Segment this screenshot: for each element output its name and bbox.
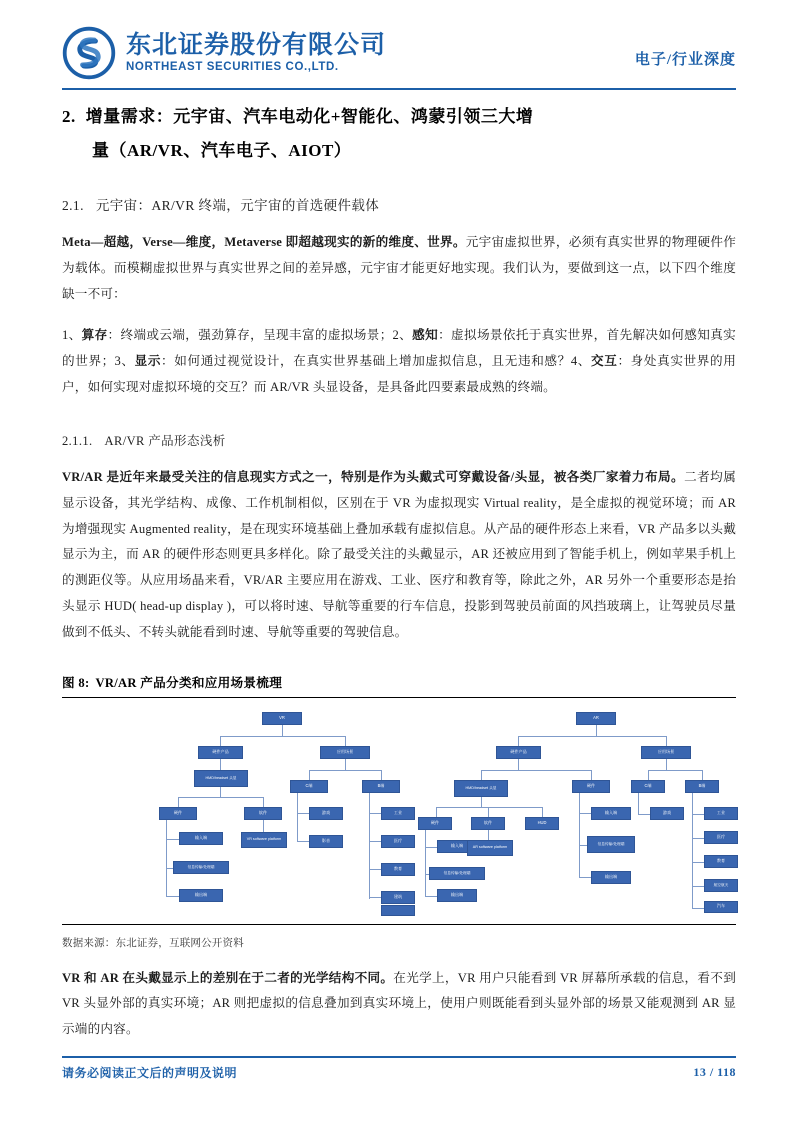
vr-c-rail [297,793,298,841]
ar-hud-input: 输入端 [591,807,631,820]
ar-b-education: 教育 [704,855,738,868]
section-number: 2. [62,107,76,126]
company-name-cn: 东北证券股份有限公司 [126,30,387,59]
vr-b2-lead [369,841,381,842]
p2-t4: ：如何通过视觉设计，在真实世界基础上增加虚拟信息，且无违和感？4、 [161,354,591,369]
ar-root-node: AR [576,712,616,725]
subsection-title: 元宇宙：AR/VR 终端，元宇宙的首选硬件载体 [95,198,380,213]
subsubsection-heading [62,431,736,449]
paragraph-1-rest: 元宇宙虚拟世界，必须有真实世界的物理硬件作为载体。而模糊虚拟世界与真实世界之间的差异感，元宇宙才能更好地实现。我们认为，要做到这一点，以下四个维度缺一不可： [62,235,737,301]
vr-hmd-hardware: 硬件 [159,807,197,820]
vr-app-stem [345,736,346,746]
figure-container [62,697,736,925]
ar-hw-c3-lead [425,896,437,897]
vr-app-bar [309,770,381,771]
ar-hw-c1-lead [425,847,437,848]
vr-b-medical: 医疗 [381,835,415,848]
ar-hmd-hud: HUD [525,817,559,830]
p2-t1: 1、 [62,328,82,343]
ar-b-industry: 工业 [704,807,738,820]
page-number: 13 / 118 [693,1065,736,1079]
ar-b5-lead [692,908,704,909]
paragraph-4 [62,966,736,1043]
ar-hardware-branch: 硬件产品 [496,746,541,759]
ar-b-rail [692,793,693,909]
vr-ar-tree-diagram [66,708,732,916]
header-divider [62,88,736,90]
paragraph-2 [62,323,736,400]
ar-b-aerospace: 航空航天 [704,879,738,892]
paragraph-3 [62,465,736,646]
paragraph-1-bold: Meta—超越，Verse—维度，Metaverse 即超越现实的新的维度、世界。 [62,235,466,249]
ar-app-stem [666,736,667,746]
ar-hmd-node: HMD/headset 头显 [454,780,508,797]
vr-b-end: B端 [362,780,400,793]
ar-hud-stem [591,770,592,780]
ar-hmd-hw-stem [436,807,437,817]
vr-hw-c3-lead [166,896,179,897]
figure-index: 图 8: [62,675,90,690]
vr-hardware-branch: 硬件产品 [198,746,243,759]
subsection-number: 2.1. [62,198,84,213]
subsubsection-title: AR/VR 产品形态浅析 [104,433,226,448]
ar-hmd-sw-stem [488,807,489,817]
vr-b1-lead [369,813,381,814]
ar-hmd-stem [481,770,482,780]
vr-application-branch: 应用场景 [320,746,370,759]
ar-app-bar [648,770,702,771]
page-footer [62,1056,736,1081]
ar-software-platform: AR software platform [467,840,513,856]
ar-b-end: B端 [685,780,719,793]
vr-b-stem [381,770,382,780]
vr-b-extra [381,905,415,916]
ar-c-end: C端 [631,780,665,793]
vr-root-node: VR [262,712,302,725]
vr-b4-lead [369,897,381,898]
ar-application-branch: 应用场景 [641,746,691,759]
ar-hw-to-split [518,759,519,770]
p2-b2: 感知 [412,328,439,343]
section-title-line2: 量（AR/VR、汽车电子、AIOT） [92,141,352,160]
ar-hmd-hud-stem [542,807,543,817]
ar-b2-lead [692,838,704,839]
ar-c1-lead [638,814,650,815]
ar-hud-rail [579,793,580,877]
ar-app-stem2 [666,759,667,770]
figure-title: VR/AR 产品分类和应用场景梳理 [95,675,283,690]
vr-hw-input: 输入端 [179,832,223,845]
ar-c-rail [638,793,639,815]
figure-caption [62,672,736,691]
ar-hud-c1-lead [579,813,591,814]
vr-c2-lead [297,841,309,842]
vr-b3-lead [369,869,381,870]
p2-t5: ：身处真实世界的用户，如何实现对虚拟环境的交互？而 AR/VR 头显设备，是具备此四要素最成熟的终端。 [62,354,737,395]
paragraph-3-rest: 二者均属显示设备，其光学结构、成像、工作机制相似，区别在于 VR 为虚拟现实 Virtual reality，是全虚拟的视觉环境；而 AR 为增强现实 Augmented reality，是在现实环境基础上叠加承载有虚拟信息。从产品的硬件形态上来看，VR 产品多以头戴显示为主，而 AR 的硬件形态则更具多样化。除了最受关注的头戴显示，AR 还被应用到了智能手机上，例如苹果手机上的测距仪等。从应用场晶来看，VR/AR 主要应用在游戏、工业、医疗和教育等，除此之外，AR 另外一个重要形态是抬头显示 HUD( head-up display )，可以将时速、导航等重要的行车信息，投影到驾驶员前面的风挡玻璃上，让驾驶员尽量做到不低头、不转头就能看到时速、导航等重要的驾驶信息。 [62,469,736,639]
section-title-line1: 增量需求：元宇宙、汽车电动化+智能化、鸿蒙引领三大增 [85,107,534,126]
northeast-securities-logo-icon [62,26,116,80]
p2-t2: ：终端或云端，强劲算存，呈现丰富的虚拟场景；2、 [107,328,413,343]
ar-b-stem [702,770,703,780]
report-category: 电子/行业深度 [634,52,736,68]
ar-hw-stem [518,736,519,746]
vr-hw-stem [220,736,221,746]
ar-hud-output: 输出端 [591,871,631,884]
paragraph-1 [62,230,736,307]
company-logo [62,26,386,80]
vr-hmd-hw-stem [178,797,179,807]
ar-hud-c3-lead [579,877,591,878]
vr-hw-output: 输出端 [179,889,223,902]
figure-source: 数据来源：东北证券，互联网公开资料 [62,937,244,949]
ar-root-stem [596,725,597,736]
vr-software-platform: VR software platform [241,832,287,848]
ar-root-bar [518,736,666,737]
vr-hmd-stem [220,787,221,797]
ar-hw-rail [425,830,426,896]
paragraph-3-bold: VR/AR 是近年来最受关注的信息现实方式之一，特别是作为头戴式可穿戴设备/头显，被各类厂家着力布局。 [62,469,685,484]
footer-divider [62,1056,736,1058]
ar-b3-lead [692,862,704,863]
ar-b-medical: 医疗 [704,831,738,844]
p2-b3: 显示 [134,354,162,369]
vr-c1-lead [297,813,309,814]
paragraph-4-rest: 在光学上，VR 用户只能看到 VR 屏幕所承载的信息，看不到 VR 头显外部的真实环境；AR 则把虚拟的信息叠加到真实环境上，使用户则既能看到头显外部的场景又能观测到 AR 显示端的内容。 [62,970,736,1037]
vr-hw-transfer: 信息传输/处理端 [173,861,229,874]
vr-root-stem [282,725,283,736]
vr-hw-rail [166,820,167,896]
subsection-heading [62,194,736,214]
vr-b-rail [369,793,370,899]
ar-c-stem [648,770,649,780]
page-content [62,100,736,1043]
vr-b-education: 教育 [381,863,415,876]
ar-b4-lead [692,886,704,887]
ar-hmd-software: 软件 [471,817,505,830]
p2-b4: 交互 [591,354,618,369]
paragraph-4-bold: VR 和 AR 在头戴显示上的差别在于二者的光学结构不同。 [62,970,394,985]
vr-root-bar [220,736,345,737]
vr-hmd-software: 软件 [244,807,282,820]
subsubsection-number: 2.1.1. [62,433,93,448]
vr-hmd-sw-stem [263,797,264,807]
vr-c-game: 游戏 [309,807,343,820]
ar-hw-input: 输入端 [437,840,477,853]
ar-hmd-stem2 [481,797,482,807]
vr-c-stem [309,770,310,780]
ar-hw-output: 输出端 [437,889,477,902]
ar-b1-lead [692,814,704,815]
footer-disclaimer: 请务必阅读正文后的声明及说明 [62,1066,238,1080]
vr-c-media: 影音 [309,835,343,848]
ar-hmd-bar [436,807,542,808]
ar-hmd-hardware: 硬件 [418,817,452,830]
ar-hw-bar [481,770,591,771]
vr-hmd-node: HMD/headset 头显 [194,770,248,787]
p2-t3: ：虚拟场景依托于真实世界，首先解决如何感知真实的世界；3、 [62,328,736,369]
vr-b-industry: 工业 [381,807,415,820]
ar-b-automotive: 汽车 [704,901,738,913]
ar-c-game: 游戏 [650,807,684,820]
page-header [0,0,794,92]
company-name-en: NORTHEAST SECURITIES CO.,LTD. [126,60,339,73]
ar-hud-hardware: 硬件 [572,780,610,793]
p2-b1: 算存 [81,328,108,343]
ar-hud-transfer: 信息传输/处理端 [587,836,635,853]
ar-hw-transfer: 信息传输/处理端 [429,867,485,880]
section-title [62,100,736,168]
vr-hmd-bar [178,797,263,798]
vr-hw-c1-lead [166,839,179,840]
vr-app-stem2 [345,759,346,770]
vr-c-end: C端 [290,780,328,793]
vr-hw-to-hmd [220,759,221,770]
vr-b-architecture: 建筑 [381,891,415,904]
